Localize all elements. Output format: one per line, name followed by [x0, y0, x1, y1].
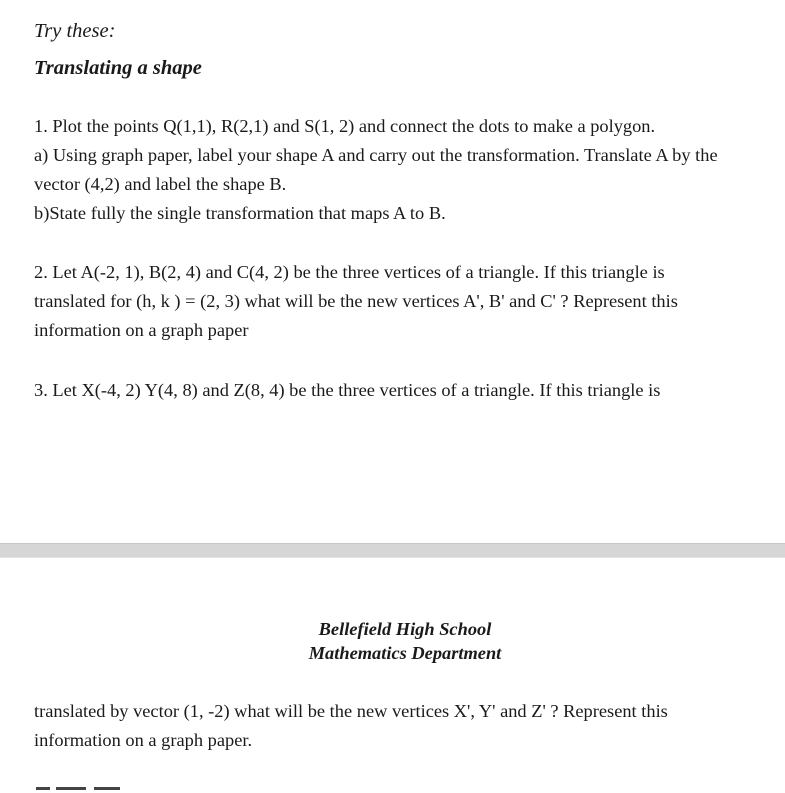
q2-line-1: 2. Let A(-2, 1), B(2, 4) and C(4, 2) be the three vertices of a triangle. If this triangle is: [34, 262, 665, 282]
q1-line-1: 1. Plot the points Q(1,1), R(2,1) and S(1, 2) and connect the dots to make a polygon.: [34, 116, 656, 136]
cut-off-next-line: [36, 787, 126, 793]
q2-line-2: translated for (h, k ) = (2, 3) what will be the new vertices A', B' and C' ? Represent this: [34, 291, 678, 311]
section-heading: Translating a shape: [34, 57, 202, 79]
q1-line-2: a) Using graph paper, label your shape A and carry out the transformation. Translate A by the: [34, 145, 718, 165]
q2-line-3: information on a graph paper: [34, 320, 249, 340]
page-separator: [0, 543, 785, 558]
intro-text: Try these:: [34, 20, 116, 42]
q3-cont-line-1: translated by vector (1, -2) what will be the new vertices X', Y' and Z' ? Represent this: [34, 701, 668, 721]
school-name: Bellefield High School: [318, 619, 492, 639]
q3-cont-line-2: information on a graph paper.: [34, 730, 253, 750]
department-name: Mathematics Department: [308, 643, 502, 663]
q1-line-3: vector (4,2) and label the shape B.: [34, 174, 287, 194]
q1-line-4: b)State fully the single transformation that maps A to B.: [34, 203, 446, 223]
q3-line-1: 3. Let X(-4, 2) Y(4, 8) and Z(8, 4) be the three vertices of a triangle. If this triangle is: [34, 380, 661, 400]
document-page-2: [0, 558, 785, 793]
